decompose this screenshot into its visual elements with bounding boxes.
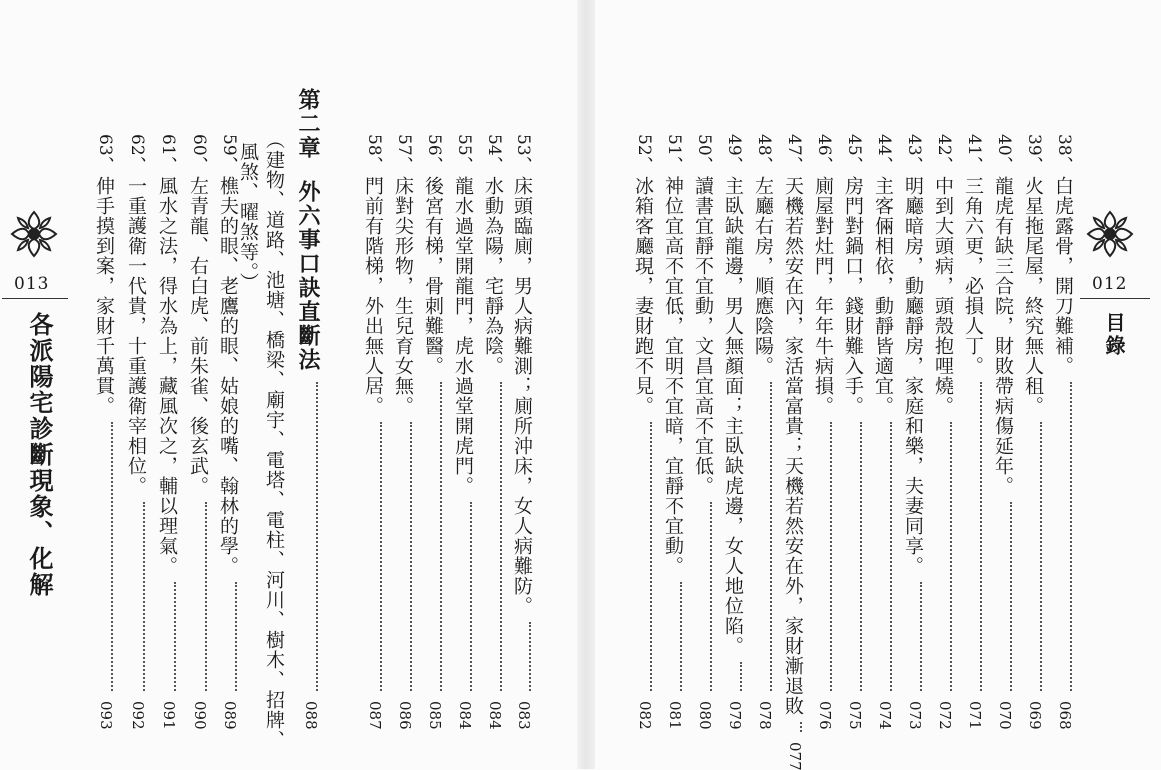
- toc-entry-45[interactable]: 45 、房門對鍋口，錢財難入手。 075: [842, 134, 864, 730]
- dot-leader: [529, 622, 531, 692]
- dot-leader: [950, 422, 952, 692]
- left-page: [0, 0, 580, 769]
- dot-leader: [470, 502, 472, 692]
- chapter-label: 第二章: [295, 88, 320, 160]
- toc-entry-46[interactable]: 46 、廁屋對灶門，年年牛病損。 076: [812, 134, 834, 730]
- toc-entry-44[interactable]: 44 、主客倆相依，動靜皆適宜。 074: [872, 134, 894, 730]
- toc-entry-47[interactable]: 47 、天機若然安在內，家活當富貴；天機若然安在外，家財漸退敗 077: [782, 134, 804, 770]
- section-title: 目錄: [1102, 312, 1126, 358]
- chapter-page: 088: [302, 701, 320, 730]
- floral-ornament-icon: [1084, 208, 1136, 260]
- dot-leader: [111, 422, 113, 692]
- dot-leader: [500, 382, 502, 692]
- dot-leader: [174, 582, 176, 692]
- dot-leader: [920, 582, 922, 692]
- toc-entry-48[interactable]: 48 、左廳右房，順應陰陽。 078: [752, 134, 774, 730]
- dot-leader: [830, 422, 832, 692]
- dot-leader: [205, 502, 207, 692]
- dot-leader: [235, 582, 237, 692]
- toc-entry-41[interactable]: 41 、三角六更，必損人丁。 071: [962, 134, 984, 730]
- dot-leader: [650, 422, 652, 692]
- toc-entry-40[interactable]: 40 、龍虎有缺三合院，財敗帶病傷延年。 070: [992, 134, 1014, 730]
- toc-entry-42[interactable]: 42 、中到大頭病，頭殼抱哩燒。 072: [932, 134, 954, 730]
- toc-entry-55[interactable]: 55 、龍水過堂開龍門，虎水過堂開虎門。 084: [452, 134, 474, 730]
- toc-entry-38[interactable]: 38 、白虎露骨，開刀難補。 068: [1052, 134, 1074, 730]
- toc-entry-57[interactable]: 57 、床對尖形物，生兒育女無。 086: [392, 134, 414, 730]
- toc-entry-52[interactable]: 52 、冰箱客廳現，妻財跑不見。 082: [632, 134, 654, 730]
- toc-entry-39[interactable]: 39 、火星拖尾屋，終究無人租。 069: [1022, 134, 1044, 730]
- toc-entry-60[interactable]: 60 、左青龍、右白虎、前朱雀、後玄武。 090: [187, 134, 209, 730]
- dot-leader: [380, 422, 382, 692]
- dot-leader: [143, 502, 145, 692]
- toc-entry-54[interactable]: 54 、水動為陽，宅靜為陰。 084: [482, 134, 504, 730]
- toc-entry-58[interactable]: 58 、門前有階梯，外出無人居。 087: [362, 134, 384, 730]
- toc-entry-63[interactable]: 63 、伸手摸到案，家財千萬貫。 093: [93, 134, 115, 730]
- divider-line: [2, 298, 68, 299]
- toc-entry-51[interactable]: 51 、神位宜高不宜低，宜明不宜暗，宜靜不宜動。 081: [662, 134, 684, 730]
- toc-entry-43[interactable]: 43 、明廳暗房，動廳靜房，家庭和樂，夫妻同享。 073: [902, 134, 924, 730]
- dot-leader: [1070, 382, 1072, 692]
- dot-leader: [770, 382, 772, 692]
- right-page: [592, 0, 1161, 769]
- dot-leader: [316, 382, 318, 691]
- toc-entry-56[interactable]: 56 、後宮有梯，骨刺難醫。 085: [422, 134, 444, 730]
- toc-entry-49[interactable]: 49 、主臥缺龍邊，男人無顏面；主臥缺虎邊，女人地位陷。 079: [722, 134, 744, 730]
- toc-entry-59[interactable]: 59 、樵夫的眼、老鷹的眼、姑娘的嘴、翰林的學。 089: [217, 134, 239, 730]
- toc-entry-53[interactable]: 53 、床頭臨廁，男人病難測；廁所沖床，女人病難防。 083: [511, 134, 533, 730]
- dot-leader: [800, 722, 802, 732]
- page-number-right: 012: [1092, 274, 1128, 294]
- dot-leader: [440, 382, 442, 692]
- chapter-title: 外六事口訣直斷法: [295, 180, 320, 372]
- chapter-subtitle-line1: （建物、道路、池塘、橋梁、廟宇、電塔、電柱、河川、樹木、招牌、: [263, 130, 285, 750]
- dot-leader: [980, 382, 982, 692]
- toc-entry-62[interactable]: 62 、一重護衛一代貴，十重護衛宰相位。 092: [125, 134, 147, 730]
- chapter-heading[interactable]: [290, 88, 318, 730]
- dot-leader: [740, 662, 742, 692]
- chapter-subtitle-line2: 風煞、曜煞等。）: [237, 142, 259, 293]
- book-title: 各派陽宅診斷現象、化解: [25, 312, 53, 598]
- dot-leader: [1040, 422, 1042, 692]
- dot-leader: [710, 502, 712, 692]
- page-number-left: 013: [14, 274, 50, 294]
- floral-ornament-icon: [8, 208, 60, 260]
- dot-leader: [680, 582, 682, 692]
- toc-entry-50[interactable]: 50 、讀書宜靜不宜動，文昌宜高不宜低。 080: [692, 134, 714, 730]
- dot-leader: [410, 422, 412, 692]
- dot-leader: [1010, 502, 1012, 692]
- dot-leader: [860, 422, 862, 692]
- toc-entry-61[interactable]: 61 、風水之法，得水為上，藏風次之，輔以理氣。 091: [156, 134, 178, 730]
- divider-line: [1080, 298, 1150, 299]
- dot-leader: [890, 422, 892, 692]
